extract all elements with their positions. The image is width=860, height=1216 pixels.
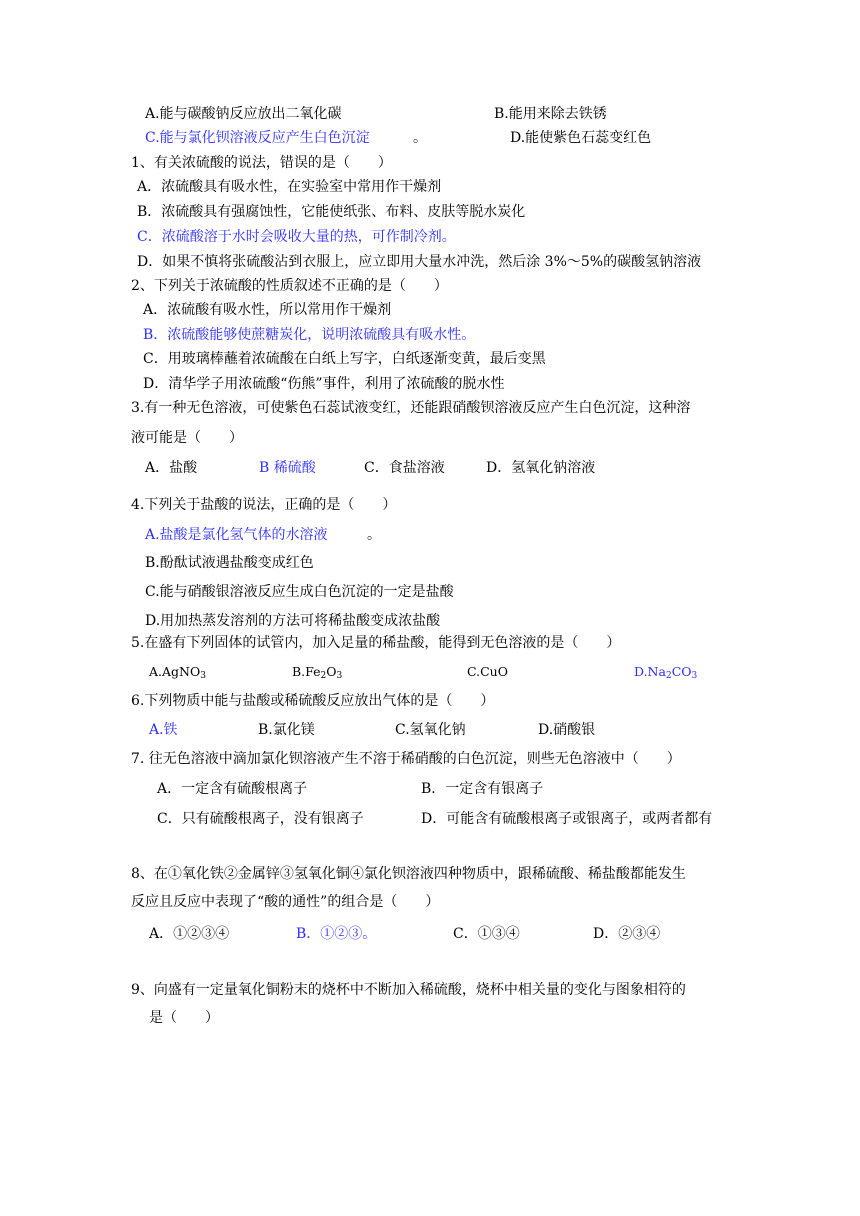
q8-stem-line1: 8、在①氧化铁②金属锌③氢氧化铜④氯化钡溶液四种物质中，跟稀硫酸、稀盐酸都能发生 (131, 866, 686, 882)
q8-option-a: A．①②③④ (149, 926, 230, 942)
q4-option-b: B.酚酞试液遇盐酸变成红色 (145, 555, 314, 571)
q3-option-b: B 稀硫酸 (259, 460, 316, 476)
q2-option-a: A．浓硫酸有吸水性，所以常用作干燥剂 (143, 302, 392, 318)
q1-option-a: A．浓硫酸具有吸水性，在实验室中常用作干燥剂 (137, 179, 442, 195)
q6-option-b: B.氯化镁 (258, 722, 315, 738)
q6-option-c: C.氢氧化钠 (395, 722, 466, 738)
q7-option-c: C．只有硫酸根离子，没有银离子 (157, 811, 364, 827)
q6-option-d: D.硝酸银 (538, 722, 596, 738)
q9-stem-line2: 是（ ） (149, 1010, 219, 1026)
q0-option-d: D.能使紫色石蕊变红色 (510, 130, 652, 146)
q6-option-a: A.铁 (149, 722, 178, 738)
q0-option-b: B.能用来除去铁锈 (494, 106, 607, 122)
q4-option-c: C.能与硝酸银溶液反应生成白色沉淀的一定是盐酸 (145, 584, 454, 600)
q5-option-d: $D.Na_2CO_3$ (634, 664, 698, 681)
q8-option-b: B．①②③。 (296, 926, 377, 942)
q2-option-b: B．浓硫酸能够使蔗糖炭化，说明浓硫酸具有吸水性。 (143, 327, 476, 343)
q3-option-d: D．氢氧化钠溶液 (486, 460, 596, 476)
q5-option-c: C.CuO (467, 664, 508, 679)
q7-stem: 7. 往无色溶液中滴加氯化钡溶液产生不溶于稀硝酸的白色沉淀，则些无色溶液中（ ） (131, 751, 681, 767)
q1-option-c: C．浓硫酸溶于水时会吸收大量的热，可作制冷剂。 (137, 229, 456, 245)
q1-option-b: B．浓硫酸具有强腐蚀性，它能使纸张、布料、皮肤等脱水炭化 (137, 204, 526, 220)
q9-stem-line1: 9、向盛有一定量氧化铜粉末的烧杯中不断加入稀硫酸，烧杯中相关量的变化与图象相符的 (131, 982, 686, 998)
q5-option-a: A.AgNO$_3$ (149, 664, 206, 681)
q2-stem: 2、下列关于浓硫酸的性质叙述不正确的是（ ） (131, 278, 448, 294)
q4-stem: 4.下列关于盐酸的说法，正确的是（ ） (131, 497, 397, 513)
q8-stem-line2: 反应且反应中表现了“酸的通性”的组合是（ ） (131, 894, 440, 910)
q4-option-a: A.盐酸是氯化氢气体的水溶液 (145, 527, 328, 543)
q6-stem: 6.下列物质中能与盐酸或稀硫酸反应放出气体的是（ ） (131, 693, 495, 709)
q2-option-d: D．清华学子用浓硫酸“伤熊”事件，利用了浓硫酸的脱水性 (143, 376, 505, 392)
q8-option-d: D．②③④ (593, 926, 661, 942)
q3-stem-line2: 液可能是（ ） (131, 430, 243, 446)
q8-option-c: C．①③④ (453, 926, 520, 942)
q1-option-d: D．如果不慎将张硫酸沾到衣服上，应立即用大量水冲洗，然后涂 3%～5%的碳酸氢钠溶液 (137, 254, 702, 270)
q3-stem-line1: 3.有一种无色溶液，可使紫色石蕊试液变红，还能跟硝酸钡溶液反应产生白色沉淀，这种溶 (131, 400, 691, 416)
q7-option-d: D．可能含有硫酸根离子或银离子，或两者都有 (421, 811, 713, 827)
q7-option-a: A．一定含有硫酸根离子 (157, 781, 308, 797)
q3-option-a: A．盐酸 (145, 460, 198, 476)
q5-stem: 5.在盛有下列固体的试管内，加入足量的稀盐酸，能得到无色溶液的是（ ） (131, 635, 621, 651)
q4-option-a-tail: 。 (367, 527, 381, 543)
q1-stem: 1、有关浓硫酸的说法，错误的是（ ） (131, 155, 392, 171)
q0-option-c-tail: 。 (413, 130, 427, 146)
q3-option-c: C．食盐溶液 (364, 460, 445, 476)
q4-option-d: D.用加热蒸发溶剂的方法可将稀盐酸变成浓盐酸 (145, 613, 441, 629)
q5-option-b: $B.Fe_2O_3$ (292, 664, 343, 681)
q0-option-c: C.能与氯化钡溶液反应产生白色沉淀 (145, 130, 370, 146)
q0-option-a: A.能与碳酸钠反应放出二氧化碳 (145, 106, 342, 122)
q2-option-c: C．用玻璃棒蘸着浓硫酸在白纸上写字，白纸逐渐变黄，最后变黑 (143, 351, 546, 367)
q7-option-b: B．一定含有银离子 (421, 781, 544, 797)
